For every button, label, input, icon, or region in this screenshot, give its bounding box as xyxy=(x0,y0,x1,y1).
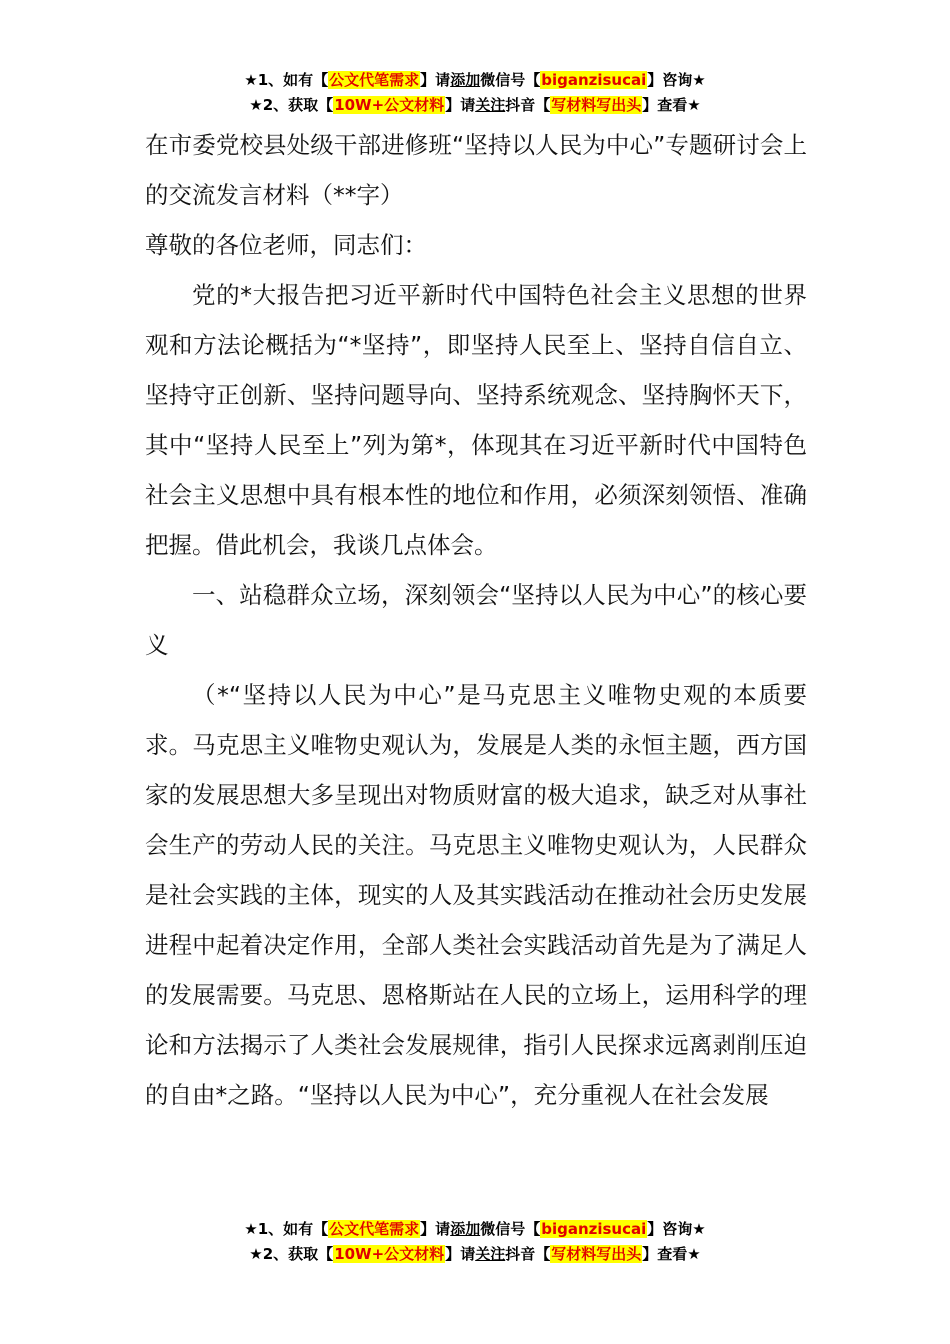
footer-banner xyxy=(0,1217,950,1267)
banner-highlight: 公文代笔需求 xyxy=(329,71,420,89)
document-body xyxy=(145,120,807,1120)
banner-line-1: ★1、如有【公文代笔需求】请添加微信号【biganzisucai】咨询★ xyxy=(244,1220,706,1238)
banner-highlight: 10W+公文材料 xyxy=(334,1245,445,1263)
paragraph-intro: 党的*大报告把习近平新时代中国特色社会主义思想的世界观和方法论概括为“*坚持”，即坚持人民至上、坚持自信自立、坚持守正创新、坚持问题导向、坚持系统观念、坚持胸怀天下，其中“坚持人民至上”列为第*，体现其在习近平新时代中国特色社会主义思想中具有根本性的地位和作用，必须深刻领悟、准确把握。借此机会，我谈几点体会。 xyxy=(145,281,807,559)
paragraph-body: （*“坚持以人民为中心”是马克思主义唯物史观的本质要求。马克思主义唯物史观认为，发展是人类的永恒主题，西方国家的发展思想大多呈现出对物质财富的极大追求，缺乏对从事社会生产的劳动人民的关注。马克思主义唯物史观认为，人民群众是社会实践的主体，现实的人及其实践活动在推动社会历史发展进程中起着决定作用，全部人类社会实践活动首先是为了满足人的发展需要。马克思、恩格斯站在人民的立场上，运用科学的理论和方法揭示了人类社会发展规律，指引人民探求远离剥削压迫的自由*之路。“坚持以人民为中心”，充分重视人在社会发展 xyxy=(145,681,807,1109)
banner-wechat-id: biganzisucai xyxy=(541,1220,647,1238)
banner-highlight: 10W+公文材料 xyxy=(334,96,445,114)
banner-line-2: ★2、获取【10W+公文材料】请关注抖音【写材料写出头】查看★ xyxy=(249,1245,701,1263)
banner-douyin-id: 写材料写出头 xyxy=(551,1245,642,1263)
banner-wechat-id: biganzisucai xyxy=(541,71,647,89)
banner-line-2: ★2、获取【10W+公文材料】请关注抖音【写材料写出头】查看★ xyxy=(249,96,701,114)
banner-highlight: 公文代笔需求 xyxy=(329,1220,420,1238)
header-banner xyxy=(0,68,950,118)
salutation: 尊敬的各位老师，同志们： xyxy=(145,231,427,259)
banner-line-1: ★1、如有【公文代笔需求】请添加微信号【biganzisucai】咨询★ xyxy=(244,71,706,89)
banner-douyin-id: 写材料写出头 xyxy=(551,96,642,114)
section-heading-1: 一、站稳群众立场，深刻领会“坚持以人民为中心”的核心要义 xyxy=(145,581,807,659)
document-title: 在市委党校县处级干部进修班“坚持以人民为中心”专题研讨会上的交流发言材料（**字） xyxy=(145,131,807,209)
